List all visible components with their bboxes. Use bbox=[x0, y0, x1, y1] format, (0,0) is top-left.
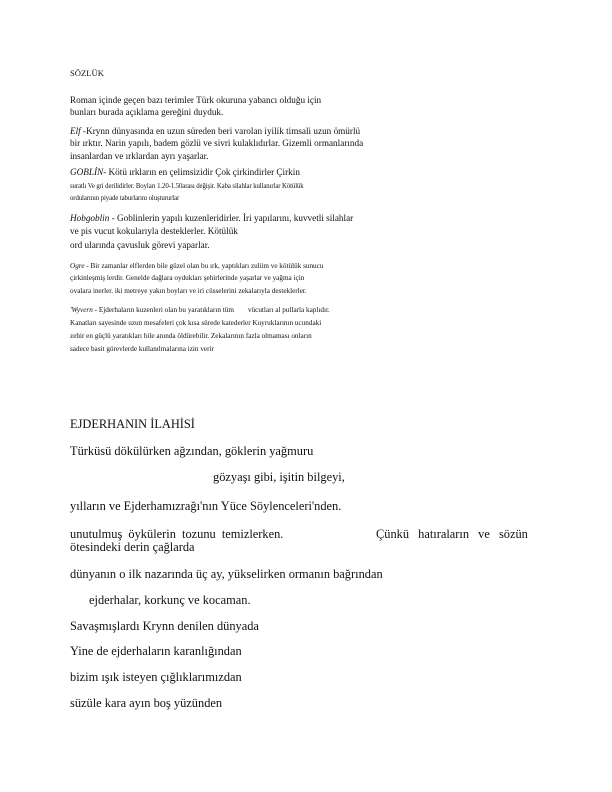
ogre-definition-line-2: çirkinleşmiş lerdir. Genelde dağlara oydukları şehirlerinde yaşarlar ve yağma için bbox=[70, 274, 305, 282]
glossary-entry-wyvern bbox=[70, 305, 330, 316]
poem-line-10: bizim ışık isteyen çığlıklarımızdan bbox=[70, 670, 242, 684]
poem-line-2: gözyaşı gibi, işitin bilgeyi, bbox=[213, 470, 345, 484]
wyvern-definition-line-3: zehir en güçlü yaratıkları bile anında öldürebilir. Zekalarının fazla olmaması onların bbox=[70, 332, 312, 340]
ogre-definition-line-3: ovalara inerler. iki metreye yakın boyları ve iri cüsselerini zekalarıyla desteklerler. bbox=[70, 287, 307, 295]
hobgoblin-definition-line-3: ord ularında çavusluk görevi yaparlar. bbox=[70, 240, 210, 250]
term-hobgoblin: Hobgoblin bbox=[70, 213, 110, 223]
elf-definition-line-3: insanlardan ve ırklardan ayrı yaşarlar. bbox=[70, 151, 209, 161]
goblin-definition-line-3: ordularının piyade taburlarını oluştururlar bbox=[70, 195, 180, 202]
term-ogre: Ogre bbox=[70, 262, 85, 270]
poem-line-11: süzüle kara ayın boş yüzünden bbox=[70, 696, 223, 710]
glossary-entry-elf bbox=[70, 126, 360, 137]
poem-line-4-right: Çünkü hatıraların ve sözün bbox=[376, 527, 528, 541]
glossary-entry-hobgoblin bbox=[70, 213, 353, 224]
term-wyvern: 'Wyvern bbox=[70, 306, 93, 314]
glossary-intro-line-2: bunları burada açıklama gereğini duyduk. bbox=[70, 107, 224, 117]
wyvern-definition-line-1-tail: vücutları al pullarla kaplıdır. bbox=[247, 306, 330, 314]
poem-line-5: ötesindeki derin çağlarda bbox=[70, 540, 195, 554]
wyvern-definition-line-4: sadece basit görevlerde kullanılmalarına izin verir bbox=[70, 345, 214, 353]
term-goblin: GOBLİN bbox=[70, 167, 104, 177]
goblin-definition-line-2: suratlı Ve gri derilidirler. Boyları 1.20-1.50arası değişir. Kaba silahlar kullanırlar Kötülük bbox=[70, 183, 304, 190]
poem-line-9: Yine de ejderhaların karanlığından bbox=[70, 644, 242, 658]
glossary-entry-goblin bbox=[70, 167, 300, 178]
wyvern-definition-line-1: - Ejderhaların kuzenleri olan bu yaratıkların tüm bbox=[92, 306, 234, 314]
hobgoblin-definition-line-2: ve pis vucut kokularıyla desteklerler. Kötülük bbox=[70, 226, 238, 236]
glossary-entry-ogre bbox=[70, 261, 323, 272]
term-elf: Elf bbox=[70, 126, 81, 136]
poem-line-6: dünyanın o ilk nazarında üç ay, yükselirken ormanın bağrından bbox=[70, 567, 383, 581]
wyvern-definition-line-2: Kanatları sayesinde uzun mesafeleri çok kısa sürede katederler Kuyruklarının ucundaki bbox=[70, 319, 322, 327]
poem-line-1: Türküsü dökülürken ağzından, göklerin yağmuru bbox=[70, 444, 314, 458]
ogre-definition-line-1: - Bir zamanlar elflerden bile güzel olan bu ırk, yaptıkları zulüm ve kötülük sunucu bbox=[84, 262, 324, 270]
glossary-intro-line-1: Roman içinde geçen bazı terimler Türk okuruna yabancı olduğu için bbox=[70, 95, 322, 105]
elf-definition-line-2: bir ırktır. Narin yapılı, badem gözlü ve sivri kulaklıdırlar. Gizemli ormanlarında bbox=[70, 138, 364, 148]
elf-definition-line-1: -Krynn dünyasında en uzun süreden beri varolan iyilik timsali uzun ömürlü bbox=[80, 126, 361, 136]
poem-line-3: yılların ve Ejderhamızrağı'nın Yüce Söylenceleri'nden. bbox=[70, 499, 342, 513]
goblin-definition-line-1: - Kötü ırkların en çelimsizidir Çok çirkindirler Çirkin bbox=[103, 167, 300, 177]
poem-title: EJDERHANIN İLAHİSİ bbox=[70, 417, 195, 431]
glossary-title: SÖZLÜK bbox=[70, 68, 104, 78]
poem-line-8: Savaşmışlardı Krynn denilen dünyada bbox=[70, 619, 259, 633]
poem-line-4: unutulmuş öykülerin tozunu temizlerken. bbox=[70, 527, 284, 541]
poem-line-7: ejderhalar, korkunç ve kocaman. bbox=[89, 593, 251, 607]
hobgoblin-definition-line-1: - Goblinlerin yapılı kuzenleridirler. İri yapılarını, kuvvetli silahlar bbox=[109, 213, 354, 223]
